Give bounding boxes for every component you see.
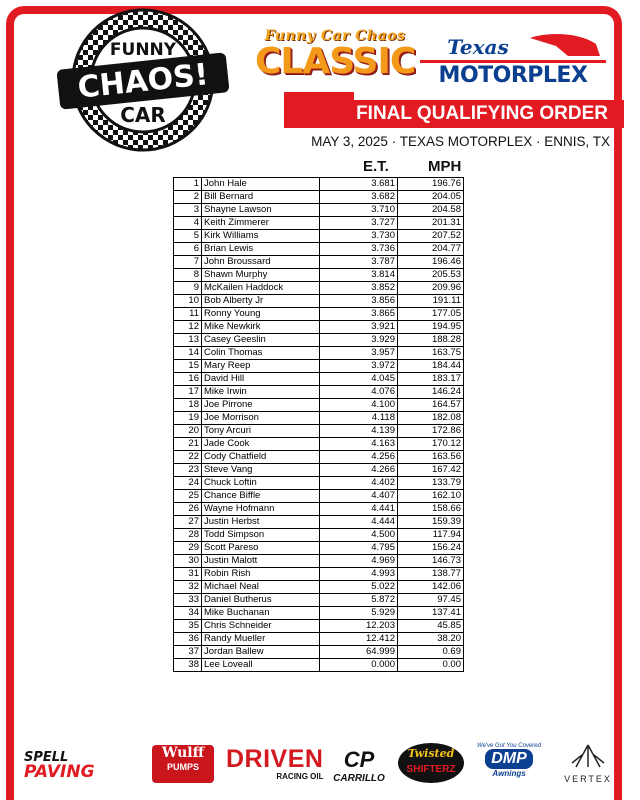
position-cell: 6 <box>174 243 202 256</box>
driver-name-cell: Lee Loveall <box>202 659 320 672</box>
mph-cell: 146.73 <box>398 555 464 568</box>
driver-name-cell: Joe Pirrone <box>202 399 320 412</box>
position-cell: 34 <box>174 607 202 620</box>
carrillo-logo <box>328 747 390 784</box>
driven-racing-oil-logo <box>226 747 323 781</box>
driver-name-cell: Mike Irwin <box>202 386 320 399</box>
position-cell: 28 <box>174 529 202 542</box>
table-row <box>174 516 464 529</box>
driver-name-cell: John Broussard <box>202 256 320 269</box>
position-cell: 25 <box>174 490 202 503</box>
table-row <box>174 594 464 607</box>
position-cell: 11 <box>174 308 202 321</box>
table-row <box>174 178 464 191</box>
table-row <box>174 399 464 412</box>
et-cell: 12.412 <box>320 633 398 646</box>
position-cell: 37 <box>174 646 202 659</box>
mph-cell: 167.42 <box>398 464 464 477</box>
et-cell: 3.856 <box>320 295 398 308</box>
table-row <box>174 503 464 516</box>
chaos-logo-top: FUNNY <box>109 40 177 60</box>
mph-cell: 159.39 <box>398 516 464 529</box>
position-cell: 7 <box>174 256 202 269</box>
et-cell: 3.727 <box>320 217 398 230</box>
mph-cell: 204.77 <box>398 243 464 256</box>
spell-paving-logo <box>24 751 95 781</box>
et-cell: 3.787 <box>320 256 398 269</box>
table-row <box>174 230 464 243</box>
position-cell: 21 <box>174 438 202 451</box>
et-cell: 5.929 <box>320 607 398 620</box>
et-cell: 3.852 <box>320 282 398 295</box>
position-cell: 3 <box>174 204 202 217</box>
spell-logo-top: SPELL <box>24 750 69 765</box>
table-row <box>174 646 464 659</box>
et-cell: 3.730 <box>320 230 398 243</box>
table-row <box>174 555 464 568</box>
carrillo-mark-icon: CP <box>343 747 375 772</box>
mph-cell: 38.20 <box>398 633 464 646</box>
table-row <box>174 217 464 230</box>
header <box>0 0 640 149</box>
driver-name-cell: David Hill <box>202 373 320 386</box>
mph-cell: 170.12 <box>398 438 464 451</box>
vertex-logo <box>556 743 620 784</box>
driver-name-cell: Bill Bernard <box>202 191 320 204</box>
mph-cell: 184.44 <box>398 360 464 373</box>
table-row <box>174 256 464 269</box>
twisted-logo-top: Twisted <box>407 747 455 760</box>
position-cell: 19 <box>174 412 202 425</box>
wulff-logo-bottom: PUMPS <box>166 762 199 772</box>
event-subtitle: MAY 3, 2025 · TEXAS MOTORPLEX · ENNIS, TX <box>311 134 610 149</box>
et-cell: 3.814 <box>320 269 398 282</box>
position-cell: 24 <box>174 477 202 490</box>
motorplex-logo-top: Texas <box>447 35 509 59</box>
mph-cell: 172.86 <box>398 425 464 438</box>
table-row <box>174 438 464 451</box>
position-cell: 8 <box>174 269 202 282</box>
position-cell: 5 <box>174 230 202 243</box>
position-cell: 2 <box>174 191 202 204</box>
position-cell: 17 <box>174 386 202 399</box>
driver-name-cell: Shawn Murphy <box>202 269 320 282</box>
driver-name-cell: Bob Alberty Jr <box>202 295 320 308</box>
position-cell: 10 <box>174 295 202 308</box>
position-cell: 32 <box>174 581 202 594</box>
driver-name-cell: Todd Simpson <box>202 529 320 542</box>
et-cell: 4.139 <box>320 425 398 438</box>
table-row <box>174 412 464 425</box>
mph-cell: 196.76 <box>398 178 464 191</box>
driver-name-cell: Jordan Ballew <box>202 646 320 659</box>
mph-cell: 156.24 <box>398 542 464 555</box>
mph-cell: 163.75 <box>398 347 464 360</box>
position-cell: 23 <box>174 464 202 477</box>
mph-cell: 182.08 <box>398 412 464 425</box>
mph-cell: 45.85 <box>398 620 464 633</box>
position-cell: 35 <box>174 620 202 633</box>
table-row <box>174 360 464 373</box>
driver-name-cell: Shayne Lawson <box>202 204 320 217</box>
driver-name-cell: Randy Mueller <box>202 633 320 646</box>
table-row <box>174 243 464 256</box>
column-header-mph: MPH <box>428 158 462 175</box>
position-cell: 30 <box>174 555 202 568</box>
table-row <box>174 451 464 464</box>
table-row <box>174 620 464 633</box>
motorplex-swoosh-icon <box>530 34 600 56</box>
driver-name-cell: Wayne Hofmann <box>202 503 320 516</box>
et-cell: 64.999 <box>320 646 398 659</box>
mph-cell: 117.94 <box>398 529 464 542</box>
table-row <box>174 542 464 555</box>
mph-cell: 204.05 <box>398 191 464 204</box>
mph-cell: 188.28 <box>398 334 464 347</box>
et-cell: 4.045 <box>320 373 398 386</box>
driver-name-cell: Chris Schneider <box>202 620 320 633</box>
table-row <box>174 581 464 594</box>
et-cell: 3.957 <box>320 347 398 360</box>
driver-name-cell: Kirk Williams <box>202 230 320 243</box>
driven-logo-bottom: RACING OIL <box>276 772 324 781</box>
et-cell: 4.402 <box>320 477 398 490</box>
chaos-logo-middle: CHAOS! <box>76 57 211 106</box>
driver-name-cell: Mike Buchanan <box>202 607 320 620</box>
table-row <box>174 282 464 295</box>
mph-cell: 183.17 <box>398 373 464 386</box>
position-cell: 29 <box>174 542 202 555</box>
table-row <box>174 321 464 334</box>
driver-name-cell: Mary Reep <box>202 360 320 373</box>
dmp-awnings-logo <box>470 743 548 783</box>
wulff-logo-top: Wulff <box>161 745 205 761</box>
table-row <box>174 568 464 581</box>
position-cell: 31 <box>174 568 202 581</box>
table-row <box>174 386 464 399</box>
position-cell: 38 <box>174 659 202 672</box>
driver-name-cell: Chuck Loftin <box>202 477 320 490</box>
et-cell: 12.203 <box>320 620 398 633</box>
position-cell: 26 <box>174 503 202 516</box>
et-cell: 5.022 <box>320 581 398 594</box>
driver-name-cell: Jade Cook <box>202 438 320 451</box>
et-cell: 4.969 <box>320 555 398 568</box>
et-cell: 3.710 <box>320 204 398 217</box>
mph-cell: 0.00 <box>398 659 464 672</box>
driver-name-cell: Colin Thomas <box>202 347 320 360</box>
position-cell: 9 <box>174 282 202 295</box>
driver-name-cell: McKailen Haddock <box>202 282 320 295</box>
position-cell: 1 <box>174 178 202 191</box>
position-cell: 27 <box>174 516 202 529</box>
position-cell: 18 <box>174 399 202 412</box>
et-cell: 4.118 <box>320 412 398 425</box>
position-cell: 33 <box>174 594 202 607</box>
table-row <box>174 607 464 620</box>
et-cell: 4.407 <box>320 490 398 503</box>
table-row <box>174 425 464 438</box>
et-cell: 4.441 <box>320 503 398 516</box>
driver-name-cell: Chance Biffle <box>202 490 320 503</box>
vertex-logo-text: VERTEX <box>564 774 612 784</box>
driver-name-cell: John Hale <box>202 178 320 191</box>
classic-logo-top: Funny Car Chaos <box>264 28 406 44</box>
position-cell: 12 <box>174 321 202 334</box>
et-cell: 3.865 <box>320 308 398 321</box>
et-cell: 3.736 <box>320 243 398 256</box>
et-cell: 4.500 <box>320 529 398 542</box>
dmp-logo-main: DMP <box>485 749 533 769</box>
position-cell: 20 <box>174 425 202 438</box>
banner-tab <box>284 92 354 100</box>
position-cell: 13 <box>174 334 202 347</box>
et-cell: 4.795 <box>320 542 398 555</box>
driver-name-cell: Daniel Butherus <box>202 594 320 607</box>
table-row <box>174 529 464 542</box>
table-row <box>174 204 464 217</box>
table-row <box>174 295 464 308</box>
et-cell: 4.256 <box>320 451 398 464</box>
mph-cell: 196.46 <box>398 256 464 269</box>
et-cell: 4.444 <box>320 516 398 529</box>
driver-name-cell: Steve Vang <box>202 464 320 477</box>
position-cell: 4 <box>174 217 202 230</box>
driver-name-cell: Joe Morrison <box>202 412 320 425</box>
driver-name-cell: Scott Pareso <box>202 542 320 555</box>
motorplex-logo-main: MOTORPLEX <box>438 63 588 88</box>
driver-name-cell: Tony Arcuri <box>202 425 320 438</box>
et-cell: 4.993 <box>320 568 398 581</box>
spell-logo-bottom: PAVING <box>24 762 95 782</box>
position-cell: 16 <box>174 373 202 386</box>
mph-cell: 194.95 <box>398 321 464 334</box>
mph-cell: 158.66 <box>398 503 464 516</box>
chaos-logo-bottom: CAR <box>120 103 166 127</box>
carrillo-logo-bottom: CARRILLO <box>333 773 385 784</box>
mph-cell: 201.31 <box>398 217 464 230</box>
mph-cell: 177.05 <box>398 308 464 321</box>
table-row <box>174 464 464 477</box>
mph-cell: 146.24 <box>398 386 464 399</box>
mph-cell: 209.96 <box>398 282 464 295</box>
driver-name-cell: Keith Zimmerer <box>202 217 320 230</box>
table-row <box>174 308 464 321</box>
et-cell: 3.681 <box>320 178 398 191</box>
table-row <box>174 659 464 672</box>
position-cell: 22 <box>174 451 202 464</box>
mph-cell: 164.57 <box>398 399 464 412</box>
funny-car-chaos-logo <box>48 5 238 155</box>
column-header-et: E.T. <box>363 158 389 175</box>
dmp-logo-bottom: Awnings <box>492 769 526 778</box>
table-row <box>174 191 464 204</box>
driver-name-cell: Cody Chatfield <box>202 451 320 464</box>
table-row <box>174 490 464 503</box>
et-cell: 5.872 <box>320 594 398 607</box>
et-cell: 3.921 <box>320 321 398 334</box>
driver-name-cell: Michael Neal <box>202 581 320 594</box>
position-cell: 14 <box>174 347 202 360</box>
table-row <box>174 334 464 347</box>
driver-name-cell: Justin Herbst <box>202 516 320 529</box>
mph-cell: 142.06 <box>398 581 464 594</box>
driven-logo-top: DRIVEN <box>226 745 324 773</box>
et-cell: 4.266 <box>320 464 398 477</box>
mph-cell: 0.69 <box>398 646 464 659</box>
qualifying-table <box>173 177 464 672</box>
et-cell: 0.000 <box>320 659 398 672</box>
table-row <box>174 269 464 282</box>
mph-cell: 207.52 <box>398 230 464 243</box>
et-cell: 4.100 <box>320 399 398 412</box>
position-cell: 15 <box>174 360 202 373</box>
mph-cell: 204.58 <box>398 204 464 217</box>
texas-motorplex-logo <box>418 30 608 90</box>
et-cell: 4.163 <box>320 438 398 451</box>
mph-cell: 205.53 <box>398 269 464 282</box>
et-cell: 3.682 <box>320 191 398 204</box>
driver-name-cell: Brian Lewis <box>202 243 320 256</box>
mph-cell: 97.45 <box>398 594 464 607</box>
driver-name-cell: Justin Malott <box>202 555 320 568</box>
wulff-pumps-logo <box>152 745 214 783</box>
mph-cell: 162.10 <box>398 490 464 503</box>
driver-name-cell: Mike Newkirk <box>202 321 320 334</box>
mph-cell: 137.41 <box>398 607 464 620</box>
driver-name-cell: Casey Geeslin <box>202 334 320 347</box>
classic-logo-main: CLASSIC <box>255 41 416 82</box>
mph-cell: 191.11 <box>398 295 464 308</box>
position-cell: 36 <box>174 633 202 646</box>
twisted-shifterz-logo <box>398 743 464 783</box>
mph-cell: 138.77 <box>398 568 464 581</box>
banner-title: FINAL QUALIFYING ORDER <box>284 100 624 128</box>
dmp-logo-tagline: We've Got You Covered <box>477 743 541 749</box>
table-row <box>174 347 464 360</box>
driver-name-cell: Ronny Young <box>202 308 320 321</box>
twisted-logo-bottom: SHIFTERZ <box>406 764 456 775</box>
table-row <box>174 477 464 490</box>
mph-cell: 163.56 <box>398 451 464 464</box>
vertex-mountain-icon <box>568 743 608 769</box>
classic-logo <box>255 28 415 88</box>
driver-name-cell: Robin Rish <box>202 568 320 581</box>
table-row <box>174 373 464 386</box>
mph-cell: 133.79 <box>398 477 464 490</box>
et-cell: 3.972 <box>320 360 398 373</box>
et-cell: 3.929 <box>320 334 398 347</box>
table-row <box>174 633 464 646</box>
et-cell: 4.076 <box>320 386 398 399</box>
sponsor-strip <box>0 735 640 800</box>
